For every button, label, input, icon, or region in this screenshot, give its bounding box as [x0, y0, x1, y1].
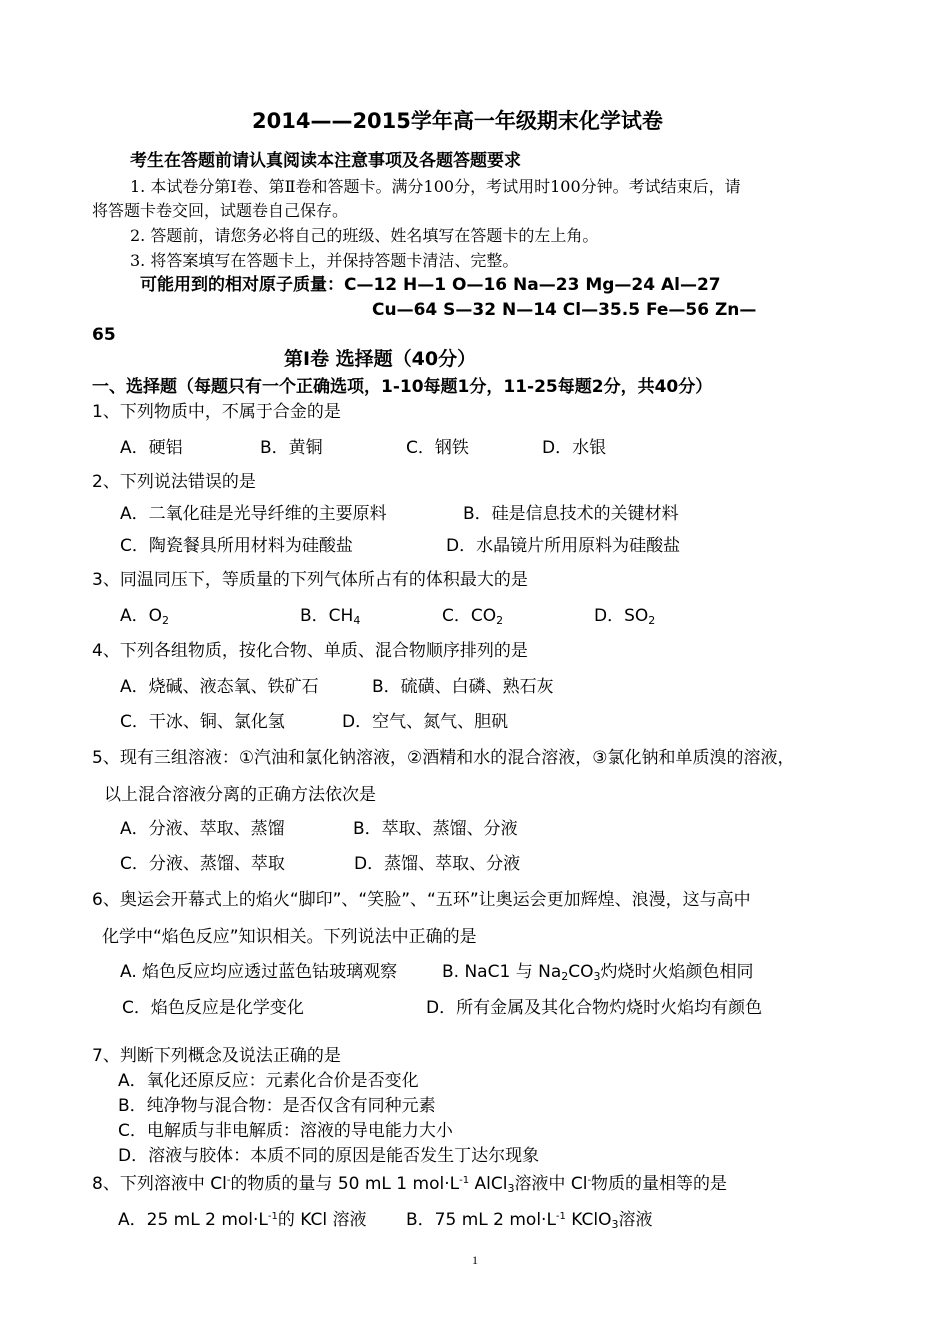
- question-3-stem: 3、同温同压下，等质量的下列气体所占有的体积最大的是: [92, 570, 528, 590]
- q1-option-d: D．水银: [542, 438, 607, 458]
- q6-option-d: D．所有金属及其化合物灼烧时火焰均有颜色: [426, 998, 763, 1018]
- q2-option-d: D．水晶镜片所用原料为硅酸盐: [446, 536, 681, 556]
- question-2-stem: 2、下列说法错误的是: [92, 472, 256, 492]
- question-6-options-row-1: [120, 961, 754, 988]
- question-4-stem: 4、下列各组物质，按化合物、单质、混合物顺序排列的是: [92, 641, 528, 661]
- notice-item-2: 2. 答题前，请您务必将自己的班级、姓名填写在答题卡的左上角。: [130, 226, 599, 245]
- q5-option-a: A．分液、萃取、蒸馏: [120, 819, 285, 839]
- q5-option-c: C．分液、蒸馏、萃取: [120, 854, 285, 874]
- q8-option-b: B．75 mL 2 $mol\cdot L^{-1}$ KClO$_3$溶液: [406, 1210, 653, 1231]
- question-5-stem-1: 5、现有三组溶液：①汽油和氯化钠溶液，②酒精和水的混合溶液，③氯化钠和单质溴的溶液，: [92, 748, 795, 768]
- q4-option-a: A．烧碱、液态氧、铁矿石: [120, 677, 319, 697]
- question-8-options: [118, 1206, 653, 1236]
- q7-option-c: C．电解质与非电解质：溶液的导电能力大小: [118, 1121, 453, 1141]
- notice-item-1a: 1. 本试卷分第Ⅰ卷、第Ⅱ卷和答题卡。满分100分，考试用时100分钟。考试结束后，请: [130, 177, 741, 196]
- question-5-options-row-2: [120, 853, 520, 875]
- question-4-options-row-2: [120, 711, 508, 733]
- notice-item-3: 3. 将答案填写在答题卡上，并保持答题卡清洁、完整。: [130, 251, 519, 270]
- q4-option-d: D．空气、氮气、胆矾: [342, 712, 509, 732]
- q2-option-c: C．陶瓷餐具所用材料为硅酸盐: [120, 536, 353, 556]
- notice-heading: 考生在答题前请认真阅读本注意事项及各题答题要求: [130, 151, 521, 171]
- q1-option-a: A．硬铝: [120, 438, 183, 458]
- q2-option-b: B．硅是信息技术的关键材料: [463, 504, 679, 524]
- q7-option-b: B．纯净物与混合物：是否仅含有同种元素: [118, 1096, 436, 1116]
- notice-item-1b: 将答题卡卷交回，试题卷自己保存。: [92, 201, 349, 220]
- q3-option-b: B．$CH_4$: [300, 606, 361, 627]
- question-1-stem: 1、下列物质中，不属于合金的是: [92, 402, 341, 422]
- atomic-mass-line-1: 可能用到的相对原子质量：C—12 H—1 O—16 Na—23 Mg—24 Al—27: [140, 275, 721, 295]
- q4-option-b: B．硫磺、白磷、熟石灰: [372, 677, 554, 697]
- q6-option-b: B. NaC1 与 $Na_2CO_3$灼烧时火焰颜色相同: [442, 962, 754, 983]
- q7-option-d: D．溶液与胶体：本质不同的原因是能否发生丁达尔现象: [118, 1146, 540, 1166]
- q2-option-a: A．二氧化硅是光导纤维的主要原料: [120, 504, 387, 524]
- q7-option-a: A．氧化还原反应：元素化合价是否变化: [118, 1071, 419, 1091]
- question-4-options-row-1: [120, 676, 554, 698]
- atomic-mass-line-3: 65: [92, 325, 116, 345]
- q5-option-b: B．萃取、蒸馏、分液: [353, 819, 518, 839]
- q1-option-c: C．钢铁: [406, 438, 469, 458]
- exam-title: 2014——2015学年高一年级期末化学试卷: [252, 109, 663, 133]
- question-5-options-row-1: [120, 818, 518, 840]
- section-instructions: 一、选择题（每题只有一个正确选项，1-10每题1分，11-25每题2分，共40分）: [92, 377, 713, 397]
- q6-option-c: C．焰色反应是化学变化: [122, 998, 304, 1018]
- question-6-stem-2: 化学中“焰色反应”知识相关。下列说法中正确的是: [102, 927, 477, 947]
- question-3-options: [120, 605, 655, 632]
- q6-option-a: A. 焰色反应均应透过蓝色钴玻璃观察: [120, 962, 398, 982]
- q1-option-b: B．黄铜: [260, 438, 323, 458]
- q5-option-d: D．蒸馏、萃取、分液: [354, 854, 521, 874]
- page-number: 1: [472, 1253, 478, 1267]
- question-1-options: [120, 437, 606, 459]
- q3-option-d: D．$SO_2$: [594, 606, 656, 627]
- q4-option-c: C．干冰、铜、氯化氢: [120, 712, 285, 732]
- question-5-stem-2: 以上混合溶液分离的正确方法依次是: [104, 785, 376, 805]
- question-7-stem: 7、判断下列概念及说法正确的是: [92, 1046, 341, 1066]
- question-6-options-row-2: [122, 997, 762, 1019]
- question-2-options-row-2: [120, 535, 680, 557]
- question-2-options-row-1: [120, 503, 679, 525]
- question-8-stem: 8、下列溶液中 Cl-的物质的量与 50 mL 1 $mol\cdot L^{-1}$ AlCl$_3$溶液中 Cl-物质的量相等的是: [92, 1174, 728, 1195]
- question-6-stem-1: 6、奥运会开幕式上的焰火“脚印”、“笑脸”、“五环”让奥运会更加辉煌、浪漫，这与高中: [92, 890, 751, 910]
- q3-option-c: C．$CO_2$: [442, 606, 504, 627]
- q8-option-a: A．25 mL 2 $mol\cdot L^{-1}$的 KCl 溶液: [118, 1210, 367, 1230]
- section-heading: 第Ⅰ卷 选择题（40分）: [284, 348, 477, 370]
- q3-option-a: A．$O_2$: [120, 606, 170, 627]
- atomic-mass-line-2: Cu—64 S—32 N—14 Cl—35.5 Fe—56 Zn—: [372, 300, 757, 320]
